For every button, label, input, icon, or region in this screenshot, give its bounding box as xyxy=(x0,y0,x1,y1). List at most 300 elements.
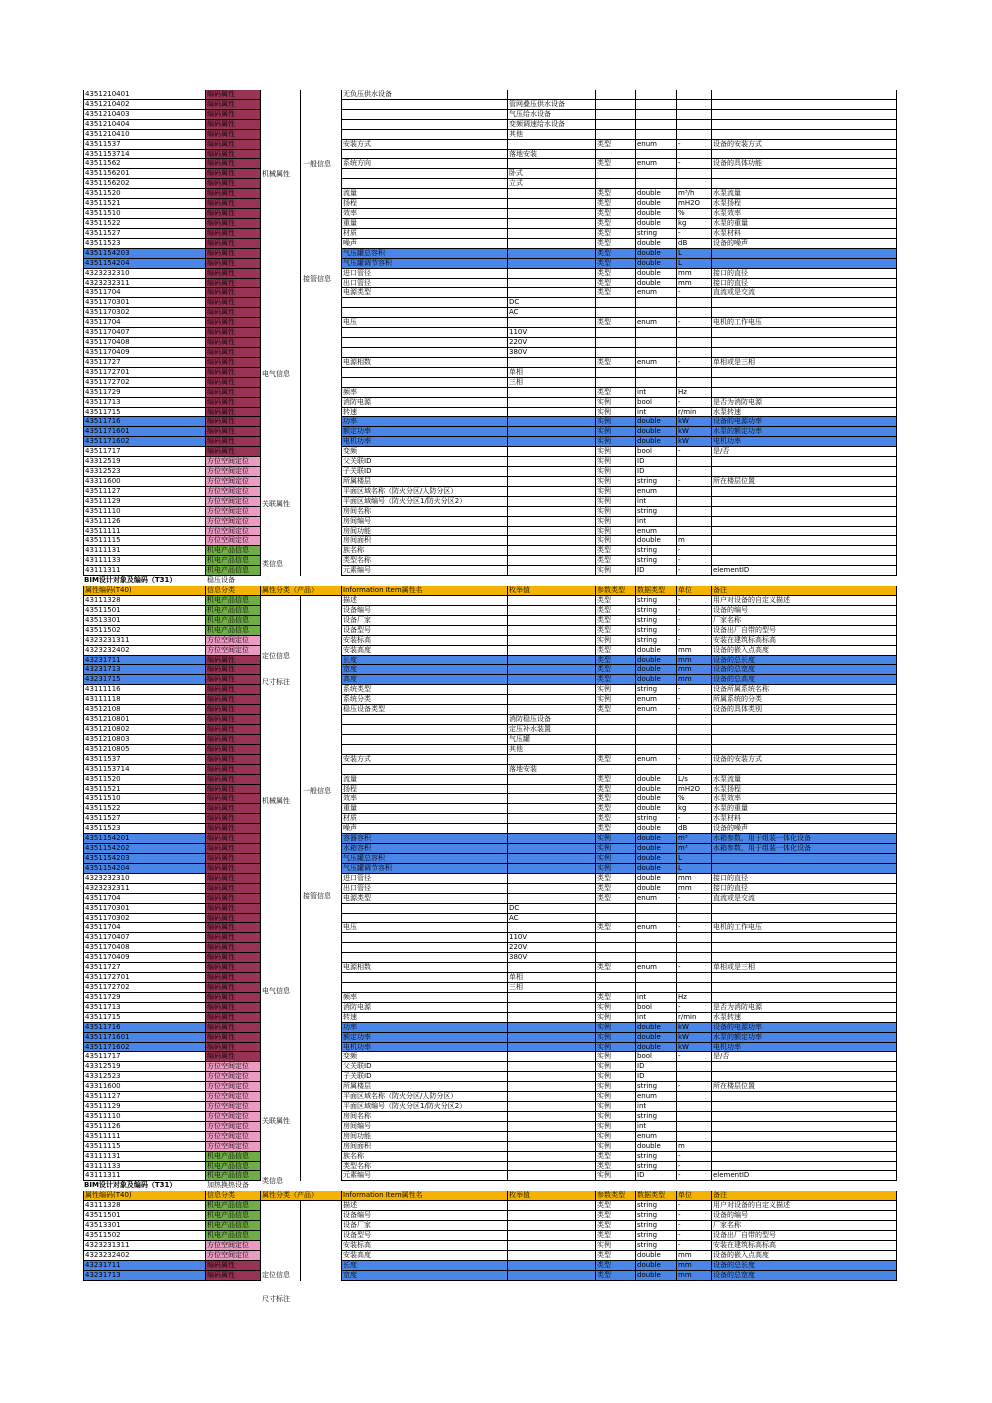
cell: 管网叠压供水设备 xyxy=(508,100,596,110)
cell xyxy=(508,1211,596,1221)
cell: string xyxy=(636,556,677,566)
cell: double xyxy=(636,1023,677,1033)
cell xyxy=(301,1082,342,1092)
attribute-table xyxy=(83,90,897,1281)
cell xyxy=(261,596,301,606)
cell: double xyxy=(636,1033,677,1043)
table-row xyxy=(83,755,897,765)
cell: 房间名称 xyxy=(342,507,508,517)
cell xyxy=(301,626,342,636)
cell: 编码属性 xyxy=(206,1043,261,1053)
cell: 编码属性 xyxy=(206,824,261,834)
cell: - xyxy=(677,695,712,705)
cell: 43511520 xyxy=(83,775,206,785)
cell xyxy=(261,874,301,884)
cell: 编码属性 xyxy=(206,993,261,1003)
cell: 方位空间定位 xyxy=(206,1062,261,1072)
cell xyxy=(261,437,301,447)
table-row xyxy=(83,338,897,348)
cell xyxy=(677,110,712,120)
cell xyxy=(301,1162,342,1172)
cell: 编码属性 xyxy=(206,90,261,100)
cell xyxy=(261,953,301,963)
cell: 43111131 xyxy=(83,546,206,556)
cell xyxy=(508,1251,596,1261)
table-row xyxy=(83,1082,897,1092)
cell: 43511729 xyxy=(83,993,206,1003)
cell: 备注 xyxy=(712,586,897,596)
cell: 水泵的额定功率 xyxy=(712,427,897,437)
cell: 编码属性 xyxy=(206,358,261,368)
cell: 是否为消防电源 xyxy=(712,1003,897,1013)
table-row xyxy=(83,477,897,487)
cell: 厂家名称 xyxy=(712,1221,897,1231)
cell: 实例 xyxy=(596,408,636,418)
cell xyxy=(596,110,636,120)
cell: 编码属性 xyxy=(206,695,261,705)
cell: 方位空间定位 xyxy=(206,1072,261,1082)
cell: 编码属性 xyxy=(206,417,261,427)
cell: 实例 xyxy=(596,457,636,467)
category-label: 电气信息 xyxy=(262,987,290,995)
cell: 类型 xyxy=(596,1231,636,1241)
cell: 类型 xyxy=(596,616,636,626)
cell: 效率 xyxy=(342,794,508,804)
cell: L xyxy=(677,249,712,259)
cell: 4323232311 xyxy=(83,279,206,289)
cell xyxy=(712,487,897,497)
cell xyxy=(636,914,677,924)
cell: kW xyxy=(677,427,712,437)
cell: 系统分类 xyxy=(342,695,508,705)
cell xyxy=(261,1043,301,1053)
table-row xyxy=(83,1271,897,1281)
table-row xyxy=(83,854,897,864)
cell: 43511713 xyxy=(83,398,206,408)
cell: - xyxy=(677,814,712,824)
table-row xyxy=(83,288,897,298)
cell: 编码属性 xyxy=(206,844,261,854)
cell: 描述 xyxy=(342,596,508,606)
cell: 编码属性 xyxy=(206,150,261,160)
cell: double xyxy=(636,199,677,209)
cell xyxy=(712,983,897,993)
cell xyxy=(508,239,596,249)
cell xyxy=(261,1092,301,1102)
cell: Hz xyxy=(677,993,712,1003)
cell xyxy=(508,249,596,259)
cell: 编码属性 xyxy=(206,914,261,924)
cell: 安装标高 xyxy=(342,1241,508,1251)
cell: string xyxy=(636,477,677,487)
cell: 机电产品信息 xyxy=(206,616,261,626)
cell xyxy=(677,457,712,467)
cell xyxy=(342,328,508,338)
cell: 43511716 xyxy=(83,1023,206,1033)
cell: string xyxy=(636,1152,677,1162)
cell: string xyxy=(636,685,677,695)
cell: - xyxy=(677,229,712,239)
cell xyxy=(712,715,897,725)
table-row xyxy=(83,953,897,963)
cell xyxy=(508,408,596,418)
cell: 类型 xyxy=(596,923,636,933)
cell: string xyxy=(636,596,677,606)
cell: string xyxy=(636,1162,677,1172)
cell xyxy=(596,100,636,110)
cell: 电压 xyxy=(342,923,508,933)
table-row xyxy=(83,467,897,477)
cell: ID xyxy=(636,457,677,467)
table-row xyxy=(83,1241,897,1251)
table-row xyxy=(83,695,897,705)
cell: 43511704 xyxy=(83,318,206,328)
cell: 43511129 xyxy=(83,497,206,507)
cell: 4351210402 xyxy=(83,100,206,110)
table-row xyxy=(83,408,897,418)
cell: 设备所属系统名称 xyxy=(712,685,897,695)
cell: 进口管径 xyxy=(342,269,508,279)
cell: 水泵材料 xyxy=(712,229,897,239)
cell: 用户对设备的自定义描述 xyxy=(712,1201,897,1211)
cell xyxy=(596,179,636,189)
section-value: 稳压设备 xyxy=(207,576,235,585)
cell: 编码属性 xyxy=(206,933,261,943)
cell: 编码属性 xyxy=(206,427,261,437)
cell: 43511716 xyxy=(83,417,206,427)
cell: 43511523 xyxy=(83,239,206,249)
category-label: 关联属性 xyxy=(262,500,290,508)
cell: 实例 xyxy=(596,834,636,844)
cell xyxy=(301,536,342,546)
cell: 设备的编号 xyxy=(712,1211,897,1221)
cell: 4351210404 xyxy=(83,120,206,130)
cell xyxy=(712,179,897,189)
cell: 类型 xyxy=(596,785,636,795)
table-row xyxy=(83,675,897,685)
cell: 水泵效率 xyxy=(712,794,897,804)
cell xyxy=(261,904,301,914)
cell xyxy=(301,755,342,765)
cell: 枚举值 xyxy=(508,586,596,596)
cell xyxy=(508,1142,596,1152)
table-row xyxy=(83,834,897,844)
cell xyxy=(677,715,712,725)
cell: 编码属性 xyxy=(206,219,261,229)
cell xyxy=(677,765,712,775)
cell: 实例 xyxy=(596,447,636,457)
cell: 实例 xyxy=(596,695,636,705)
cell: 编码属性 xyxy=(206,775,261,785)
cell: 110V xyxy=(508,328,596,338)
cell: 类型 xyxy=(596,269,636,279)
cell: 4351170408 xyxy=(83,943,206,953)
cell: enum xyxy=(636,894,677,904)
cell: string xyxy=(636,1082,677,1092)
cell: 编码属性 xyxy=(206,298,261,308)
cell xyxy=(301,368,342,378)
cell xyxy=(677,169,712,179)
cell: ID xyxy=(636,1062,677,1072)
cell: 编码属性 xyxy=(206,725,261,735)
cell xyxy=(301,150,342,160)
cell: 安装在建筑标高标高 xyxy=(712,1241,897,1251)
table-row xyxy=(83,844,897,854)
cell xyxy=(508,1152,596,1162)
cell xyxy=(508,1023,596,1033)
table-row xyxy=(83,1171,897,1181)
cell: double xyxy=(636,239,677,249)
cell: 4351170302 xyxy=(83,308,206,318)
cell xyxy=(342,130,508,140)
cell: ID xyxy=(636,1171,677,1181)
cell: 单相 xyxy=(508,973,596,983)
cell xyxy=(508,785,596,795)
cell xyxy=(261,288,301,298)
cell xyxy=(508,288,596,298)
cell: r/min xyxy=(677,408,712,418)
cell xyxy=(508,894,596,904)
table-row xyxy=(83,457,897,467)
cell: 接口的直径 xyxy=(712,884,897,894)
cell xyxy=(508,556,596,566)
cell xyxy=(636,725,677,735)
cell xyxy=(261,973,301,983)
cell: 类型 xyxy=(596,546,636,556)
cell: elementID xyxy=(712,1171,897,1181)
cell xyxy=(261,765,301,775)
cell: 水泵的额定功率 xyxy=(712,1033,897,1043)
cell xyxy=(301,854,342,864)
table-row xyxy=(83,864,897,874)
table-row xyxy=(83,884,897,894)
cell: string xyxy=(636,507,677,517)
cell: 设备厂家 xyxy=(342,1221,508,1231)
cell xyxy=(301,953,342,963)
cell xyxy=(301,695,342,705)
cell xyxy=(261,725,301,735)
cell: enum xyxy=(636,705,677,715)
cell: 编码属性 xyxy=(206,388,261,398)
cell xyxy=(636,745,677,755)
cell xyxy=(712,130,897,140)
cell: 接口的直径 xyxy=(712,269,897,279)
cell xyxy=(712,497,897,507)
table-row xyxy=(83,665,897,675)
cell xyxy=(508,1033,596,1043)
cell: 实例 xyxy=(596,1052,636,1062)
cell: 编码属性 xyxy=(206,765,261,775)
category-label: 尺寸标注 xyxy=(262,678,290,686)
cell: 43511111 xyxy=(83,1132,206,1142)
cell: Hz xyxy=(677,388,712,398)
cell: 系统类型 xyxy=(342,685,508,695)
cell: string xyxy=(636,636,677,646)
cell: DC xyxy=(508,298,596,308)
cell: 43511704 xyxy=(83,923,206,933)
cell xyxy=(596,169,636,179)
cell: mm xyxy=(677,1261,712,1271)
cell: 4323231311 xyxy=(83,1241,206,1251)
cell: 气压罐调节容积 xyxy=(342,259,508,269)
cell: 实例 xyxy=(596,864,636,874)
cell xyxy=(636,308,677,318)
cell xyxy=(508,804,596,814)
table-row xyxy=(83,110,897,120)
cell: % xyxy=(677,794,712,804)
cell: 编码属性 xyxy=(206,199,261,209)
cell: 频率 xyxy=(342,388,508,398)
cell xyxy=(712,388,897,398)
cell xyxy=(301,596,342,606)
cell: 43311600 xyxy=(83,1082,206,1092)
cell: 设备的编号 xyxy=(712,606,897,616)
cell: 编码属性 xyxy=(206,110,261,120)
category-label: 一般信息 xyxy=(303,787,331,795)
cell xyxy=(677,745,712,755)
table-row xyxy=(83,527,897,537)
cell: 43511521 xyxy=(83,785,206,795)
cell xyxy=(342,110,508,120)
cell xyxy=(508,606,596,616)
cell: 编码属性 xyxy=(206,854,261,864)
cell: 气压罐调节容积 xyxy=(342,864,508,874)
cell: 实例 xyxy=(596,527,636,537)
cell: m xyxy=(677,536,712,546)
cell: 类型 xyxy=(596,1152,636,1162)
cell xyxy=(712,725,897,735)
cell: 实例 xyxy=(596,1092,636,1102)
cell: double xyxy=(636,844,677,854)
table-row xyxy=(83,1122,897,1132)
table-row xyxy=(83,427,897,437)
cell xyxy=(508,775,596,785)
cell xyxy=(301,1201,342,1211)
cell xyxy=(261,606,301,616)
cell xyxy=(712,953,897,963)
cell: int xyxy=(636,1102,677,1112)
cell xyxy=(508,1102,596,1112)
cell xyxy=(261,457,301,467)
cell xyxy=(712,1162,897,1172)
cell xyxy=(508,884,596,894)
cell: 其他 xyxy=(508,745,596,755)
cell: 类型 xyxy=(596,219,636,229)
cell: 直流或是交流 xyxy=(712,894,897,904)
table-row xyxy=(83,398,897,408)
cell: 设备的安装方式 xyxy=(712,140,897,150)
cell: AC xyxy=(508,914,596,924)
cell: 43231713 xyxy=(83,665,206,675)
cell xyxy=(677,904,712,914)
cell: enum xyxy=(636,358,677,368)
table-row xyxy=(83,497,897,507)
cell: kW xyxy=(677,1043,712,1053)
cell: 4351170301 xyxy=(83,904,206,914)
cell: - xyxy=(677,894,712,904)
cell: 编码属性 xyxy=(206,348,261,358)
cell xyxy=(508,1013,596,1023)
cell: 编码属性 xyxy=(206,447,261,457)
cell: double xyxy=(636,804,677,814)
cell: m³ xyxy=(677,834,712,844)
cell xyxy=(301,209,342,219)
cell: 4351154202 xyxy=(83,844,206,854)
table-row xyxy=(83,179,897,189)
cell xyxy=(508,1082,596,1092)
cell: 实例 xyxy=(596,517,636,527)
cell: 出口管径 xyxy=(342,884,508,894)
cell: 方位空间定位 xyxy=(206,1102,261,1112)
cell xyxy=(301,477,342,487)
cell: 43511729 xyxy=(83,388,206,398)
cell xyxy=(677,1112,712,1122)
cell xyxy=(301,1043,342,1053)
cell: 方位空间定位 xyxy=(206,1132,261,1142)
cell: string xyxy=(636,606,677,616)
cell: 43511502 xyxy=(83,1231,206,1241)
cell: - xyxy=(677,1152,712,1162)
cell: 立式 xyxy=(508,179,596,189)
cell: 类型名称 xyxy=(342,1162,508,1172)
cell: 气压罐总容积 xyxy=(342,854,508,864)
cell xyxy=(508,636,596,646)
cell xyxy=(261,130,301,140)
cell: 类型 xyxy=(596,358,636,368)
table-row xyxy=(83,279,897,289)
cell: - xyxy=(677,606,712,616)
cell xyxy=(712,100,897,110)
cell: int xyxy=(636,517,677,527)
cell xyxy=(636,120,677,130)
cell xyxy=(712,527,897,537)
cell: 43312523 xyxy=(83,467,206,477)
cell xyxy=(508,1271,596,1281)
cell: 信息分类 xyxy=(206,586,261,596)
cell: 流量 xyxy=(342,775,508,785)
table-row xyxy=(83,169,897,179)
cell: mH2O xyxy=(677,785,712,795)
cell xyxy=(261,120,301,130)
cell xyxy=(712,1102,897,1112)
cell: 重量 xyxy=(342,219,508,229)
cell xyxy=(261,90,301,100)
cell: 房间功能 xyxy=(342,527,508,537)
cell: 功率 xyxy=(342,417,508,427)
cell xyxy=(342,943,508,953)
cell xyxy=(301,646,342,656)
cell xyxy=(261,328,301,338)
cell xyxy=(261,626,301,636)
cell: 4351154203 xyxy=(83,854,206,864)
cell: m³ xyxy=(677,844,712,854)
cell xyxy=(261,884,301,894)
cell: 4351210403 xyxy=(83,110,206,120)
cell xyxy=(712,864,897,874)
cell: mm xyxy=(677,646,712,656)
cell xyxy=(596,298,636,308)
cell: - xyxy=(677,398,712,408)
table-row xyxy=(83,189,897,199)
table-row xyxy=(83,159,897,169)
cell xyxy=(261,665,301,675)
cell: 类型 xyxy=(596,626,636,636)
cell: 编码属性 xyxy=(206,804,261,814)
cell xyxy=(596,973,636,983)
cell xyxy=(301,844,342,854)
cell: string xyxy=(636,1231,677,1241)
cell xyxy=(261,527,301,537)
